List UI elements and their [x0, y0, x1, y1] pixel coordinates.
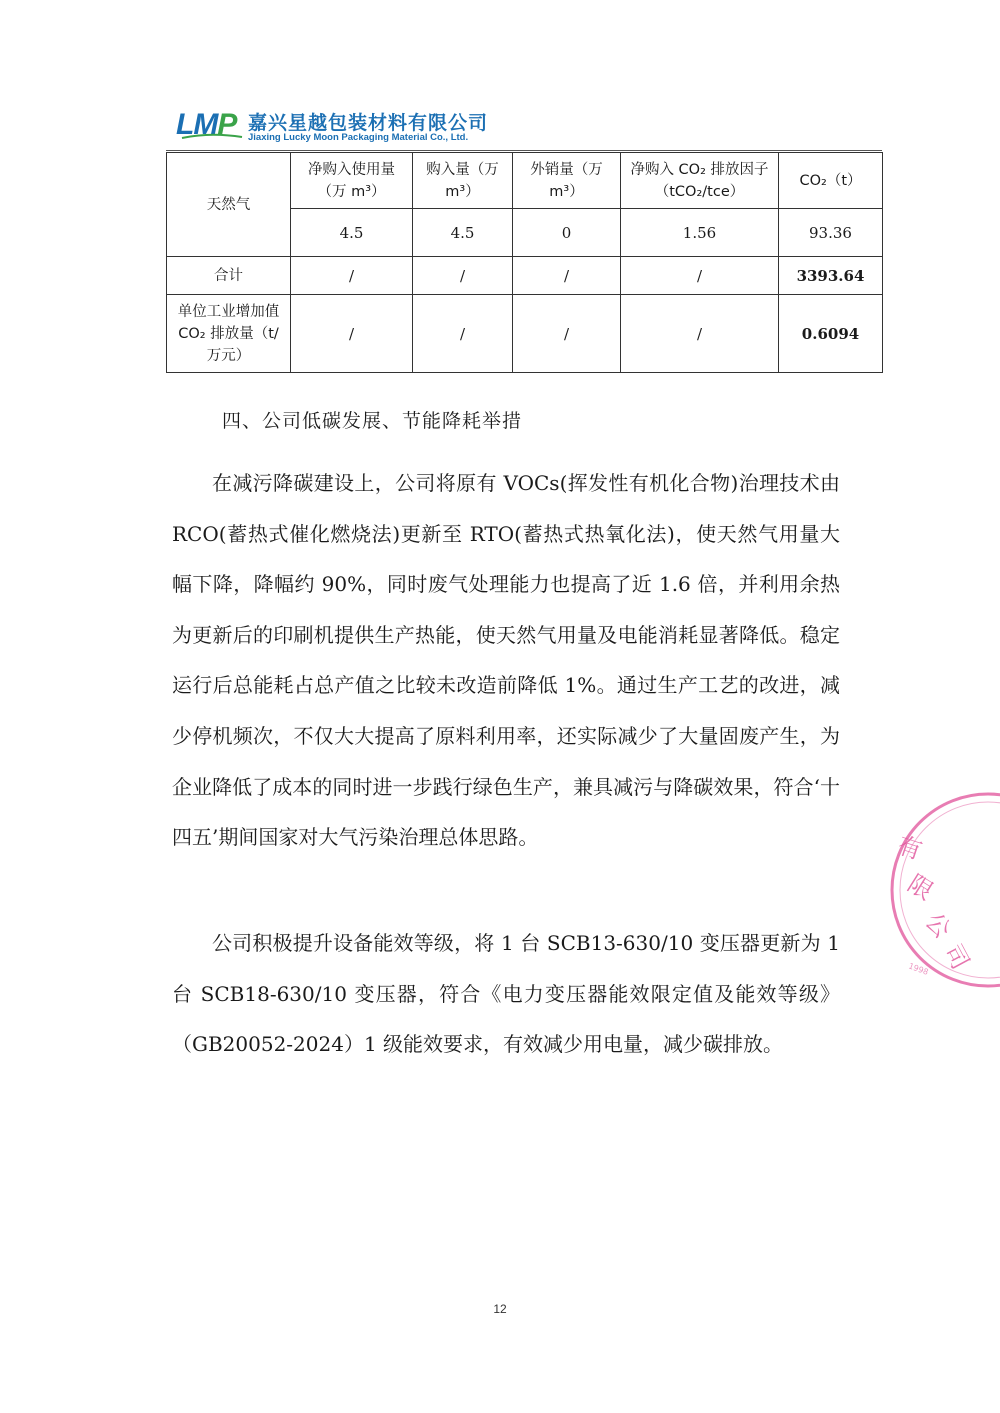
cell-value-intensity: 0.6094 — [779, 295, 883, 373]
svg-text:公: 公 — [919, 907, 957, 944]
table-row — [167, 295, 883, 373]
cell-value: / — [413, 295, 513, 373]
header-net-purchase: 净购入使用量（万 m³） — [291, 153, 413, 209]
svg-text:有: 有 — [894, 831, 926, 866]
svg-text:限: 限 — [902, 869, 939, 906]
svg-text:1998: 1998 — [907, 961, 930, 977]
header-export: 外销量（万 m³） — [513, 153, 621, 209]
row-label-natural-gas: 天然气 — [167, 153, 291, 257]
letterhead — [176, 104, 696, 148]
cell-value: 4.5 — [413, 209, 513, 257]
company-logo: LMP — [176, 108, 237, 141]
table-row — [167, 153, 883, 209]
svg-text:司: 司 — [938, 939, 975, 975]
section-heading: 四、公司低碳发展、节能降耗举措 — [222, 410, 523, 432]
header-co2: CO₂（t） — [779, 153, 883, 209]
emissions-table — [166, 152, 883, 373]
cell-value: 0 — [513, 209, 621, 257]
company-seal-icon — [868, 790, 1000, 990]
cell-value: / — [621, 295, 779, 373]
cell-value: / — [291, 295, 413, 373]
cell-value-total-co2: 3393.64 — [779, 257, 883, 295]
body-paragraph: 公司积极提升设备能效等级，将 1 台 SCB13-630/10 变压器更新为 1 台 SCB18-630/10 变压器，符合《电力变压器能效限定值及能效等级》（GB20052-2024）1 级能效要求，有效减少用电量，减少碳排放。 — [172, 931, 840, 1057]
row-label-total: 合计 — [167, 257, 291, 295]
company-name-en: Jiaxing Lucky Moon Packaging Material Co., Ltd. — [248, 132, 469, 143]
body-paragraph: 在减污降碳建设上，公司将原有 VOCs(挥发性有机化合物)治理技术由 RCO(蓄热式催化燃烧法)更新至 RTO(蓄热式热氧化法)，使天然气用量大幅下降，降幅约 90%，同时废气处理能力也提高了近 1.6 倍，并利用余热为更新后的印刷机提供生产热能，使天然气用量及电能消耗显著降低。稳定运行后总能耗占总产值之比较未改造前降低 1%。通过生产工艺的改进，减少停机频次，不仅大大提高了原料利用率，还实际减少了大量固废产生，为企业降低了成本的同时进一步践行绿色生产，兼具减污与降碳效果，符合‘十四五’期间国家对大气污染治理总体思路。 — [172, 471, 840, 850]
header-divider — [166, 150, 882, 151]
row-label-intensity: 单位工业增加值 CO₂ 排放量（t/万元） — [167, 295, 291, 373]
header-emission-factor: 净购入 CO₂ 排放因子（tCO₂/tce） — [621, 153, 779, 209]
cell-value: 4.5 — [291, 209, 413, 257]
cell-value: / — [513, 295, 621, 373]
cell-value: / — [513, 257, 621, 295]
cell-value: 93.36 — [779, 209, 883, 257]
cell-value: / — [621, 257, 779, 295]
table-row — [167, 257, 883, 295]
header-purchase: 购入量（万 m³） — [413, 153, 513, 209]
cell-value: / — [291, 257, 413, 295]
cell-value: / — [413, 257, 513, 295]
logo-swoosh-icon — [180, 132, 244, 142]
company-name-cn: 嘉兴星越包装材料有限公司 — [248, 112, 489, 134]
cell-value: 1.56 — [621, 209, 779, 257]
page-number: 12 — [493, 1302, 507, 1316]
